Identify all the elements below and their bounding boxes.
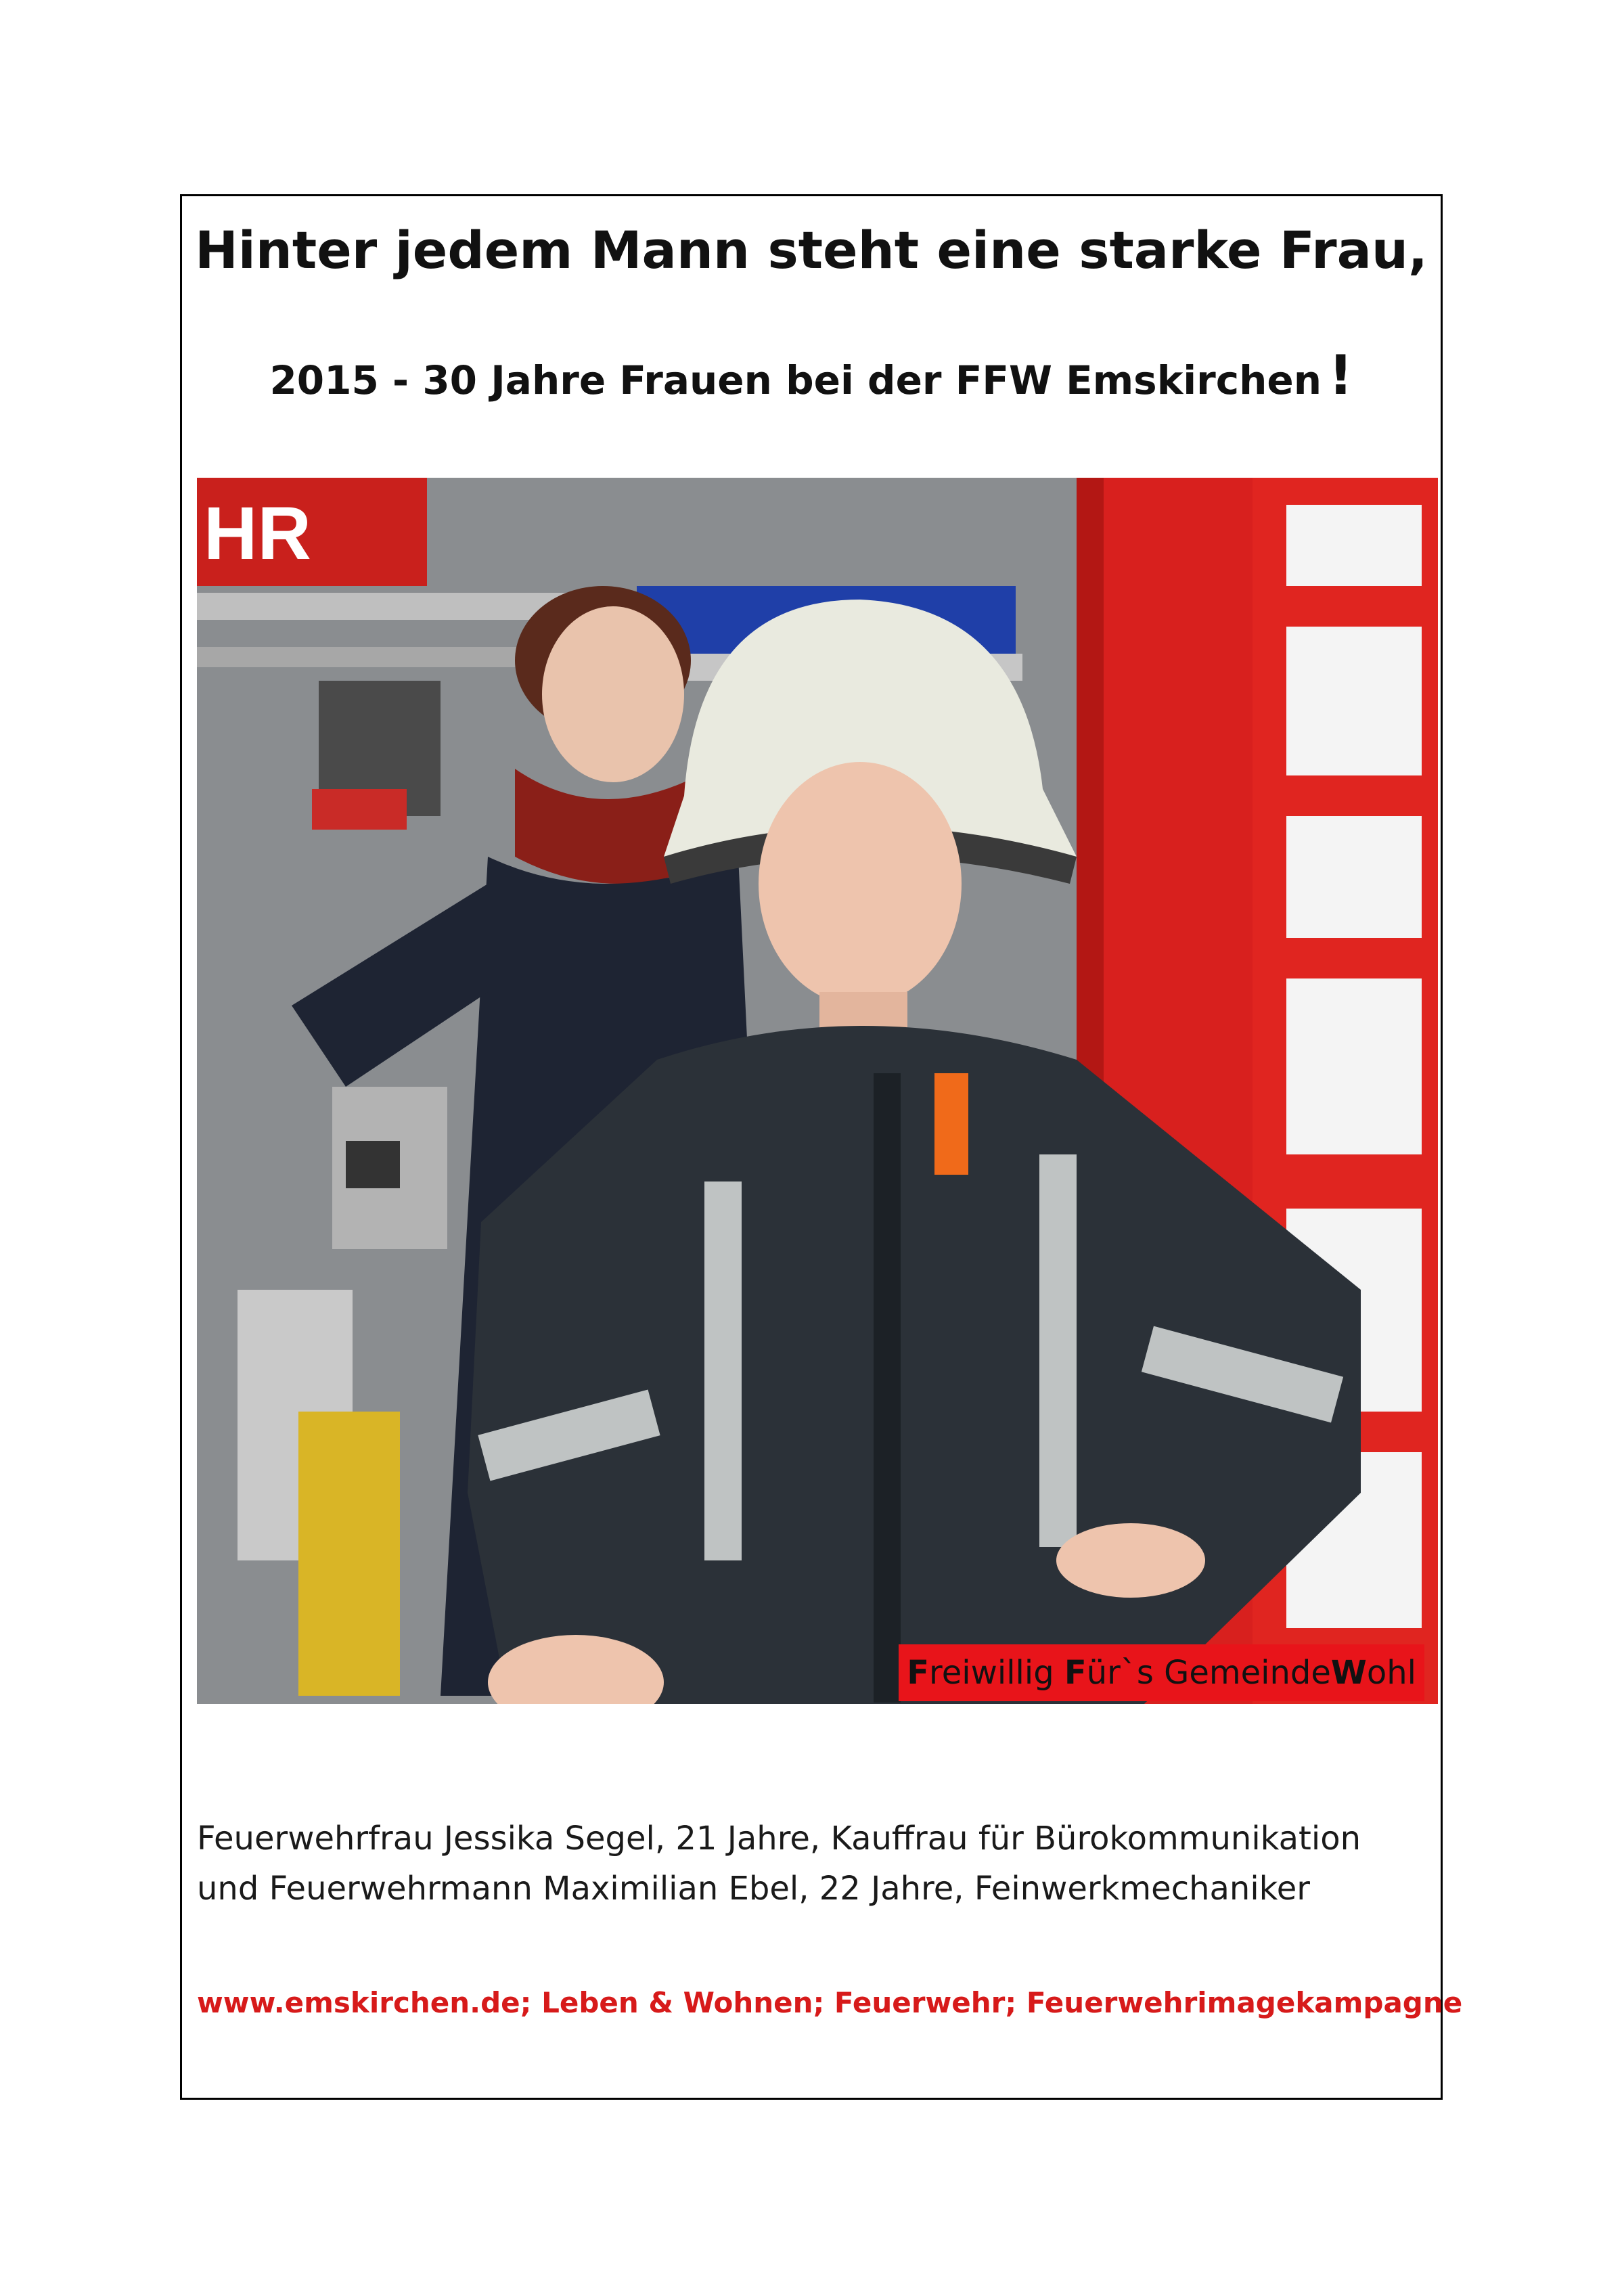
slogan-text-2: ür`s Gemeinde <box>1086 1654 1331 1692</box>
photo-illustration <box>197 478 1438 1704</box>
slogan-text-1: reiwillig <box>929 1654 1064 1692</box>
slogan-text-3: ohl <box>1366 1654 1416 1692</box>
firefighters-photo <box>197 478 1438 1704</box>
slogan-initial-1: F <box>907 1654 930 1692</box>
subtitle-exclamation: ! <box>1328 344 1353 407</box>
photo-caption <box>197 1814 1428 1914</box>
slogan-initial-2: F <box>1064 1654 1087 1692</box>
caption-line-1: Feuerwehrfrau Jessika Segel, 21 Jahre, Kauffrau für Bürokommunikation <box>197 1820 1361 1858</box>
slogan-initial-3: W <box>1330 1654 1367 1692</box>
slogan-banner <box>899 1644 1424 1701</box>
poster-subtitle <box>182 338 1441 418</box>
caption-line-2: und Feuerwehrmann Maximilian Ebel, 22 Jahre, Feinwerkmechaniker <box>197 1870 1311 1908</box>
poster-title: Hinter jedem Mann steht eine starke Frau, <box>195 220 1428 280</box>
subtitle-text: 2015 - 30 Jahre Frauen bei der FFW Emskirchen <box>269 357 1322 403</box>
poster-frame <box>180 194 1463 2100</box>
website-link[interactable]: www.emskirchen.de; Leben & Wohnen; Feuerwehr; Feuerwehrimagekampagne <box>197 1986 1463 2019</box>
svg-text:HR: HR <box>204 492 311 575</box>
